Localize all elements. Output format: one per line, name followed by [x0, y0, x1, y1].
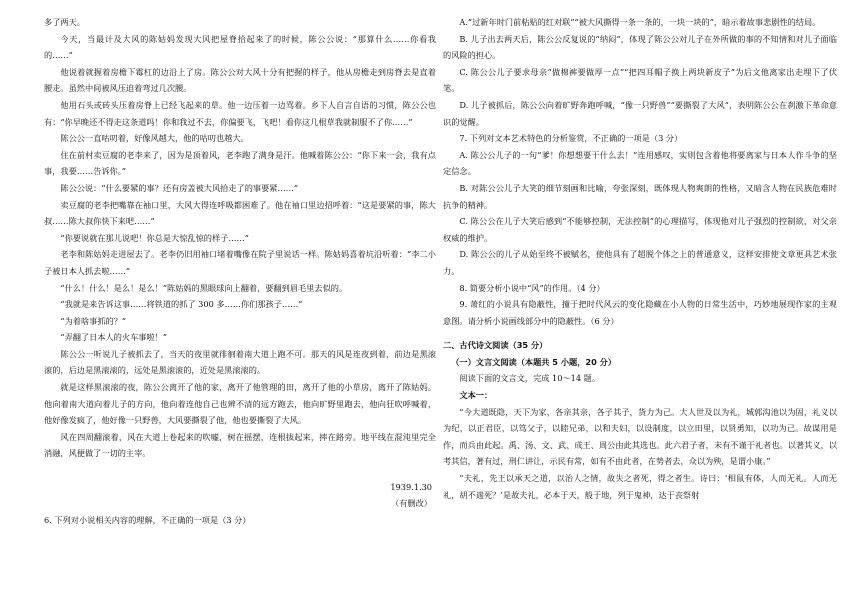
- paragraph: “我就是来告诉这事……将铁道的抓了 300 多……你们那孩子……”: [60, 299, 303, 310]
- q7-option-d: D. 陈公公的儿子从始至终不被赋名，使他具有了超脱个体之上的普通意义，这样安排使文章更具艺术张力。: [443, 249, 837, 276]
- question-7: 7. 下列对文本艺术特色的分析鉴赏，不正确的一项是（3 分）: [459, 133, 683, 144]
- text-label: 文本一：: [459, 390, 493, 401]
- classical-text-paragraph: “今大道既隐，天下为家，各亲其亲，各子其子，货力为己。大人世及以为礼，城郭沟池以为固，礼义以为纪，以正君臣，以笃父子，以睦兄弟，以和夫妇，以设制度，以立田里，以贤勇知，以功为己。故谋用是作，而兵由此起。禹、汤、文、武、成王、周公由此其选也。此六君子者，未有不谨于礼者也。以著其义，以考其信，著有过，刑仁讲让，示民有常，如有不由此者，在势者去，众以为殃，是谓小康。”: [443, 406, 837, 467]
- paragraph: 陈公公一听说儿子被抓去了，当天的夜里就徘徊着南大道上跑不可。那天的风是连夜到着，前边是黑滚滚的，后边是黑滚滚的，远处是黑滚滚的，近处是黑滚滚的。: [44, 348, 436, 376]
- paragraph: 就是这样黑滚滚的夜，陈公公离开了他的家，离开了他管理的田，离开了他的小草房，离开了陈姑妈。他向着南大道向着儿子的方向，他向着连他自己也辨不清的远方跑去，他向旷野里跑去，他向狂吹呼喊着，他好像发疯了，他好像一只野兽，大风要撕裂了他，他也要撕裂了大风。: [44, 382, 436, 426]
- q6-option-a: A.“过新年时门前粘贴的红对联”“被大风撕得一条一条的，一块一块的”，暗示着故事悲剧性的结局。: [459, 17, 821, 27]
- paragraph: 他说着就握着房檐下霉杠的边沿上了房。陈公公对大风十分有把握的样子，他从房檐走到房脊去是直着腰走。虽然中间被风压迫着弯过几次腰。: [44, 66, 436, 94]
- section-heading: 二、古代诗文阅读（35 分）: [443, 340, 548, 351]
- q7-option-c: C. 陈公公在儿子大笑后感到“不能够控制，无法控制”的心理描写，体现他对儿子强烈的控制欲，对父亲权威的维护。: [443, 216, 837, 243]
- question-8: 8. 简要分析小说中“风”的作用。（4 分）: [459, 282, 605, 293]
- paragraph: 风在四周翻滚着，风在大道上卷起来的吹嘘，树在摇摆，连根拔起来，摔在路旁。地平线在混沌里完全消融，风便做了一切的主宰。: [44, 431, 436, 459]
- right-column: [443, 14, 837, 503]
- question-9: 9. 萧红的小说具有隐蔽性，撞于把时代风云的变化隐藏在小人物的日常生活中，巧妙地展现作家的主观意图。请分析小说画线部分中的隐蔽性。（6 分）: [443, 299, 837, 326]
- q6-option-b: B. 儿子出去两天后，陈公公反复说的“纳闷”，体现了陈公公对儿子在外所做的事的不知情和对儿子面临的风险的担心。: [443, 33, 837, 61]
- paragraph: “弄翻了日本人的火车事啦！”: [60, 332, 168, 343]
- paragraph: “你要说就在那儿说吧！你总是大惊乱惊的样子……”: [60, 232, 249, 243]
- paragraph: 陈公公说：“什么要紧的事？还有房盖被大风拾走了的事要紧……”: [60, 182, 299, 193]
- subsection-heading: （一）文言文阅读（本题共 5 小题，20 分）: [451, 356, 617, 367]
- paragraph: “为着啥事抓的？”: [60, 315, 127, 326]
- paragraph: 住在前村卖豆腐的老李来了，因为是顶着风，老李跑了满身是汗。他喊着陈公公：“你下来一会，我有点事，我要……告诉你。”: [44, 149, 436, 177]
- q7-option-a: A. 陈公公儿子的一句“爹！你想想要干什么去！”连用感叹，实则包含着他将要离家与日本人作斗争的坚定信念。: [443, 149, 837, 177]
- paragraph: 今天，当最计及大风的陈姑妈发现大风把屋脊拾起来了的时候，陈公公说：“那算什么……你看我的……”: [44, 33, 436, 61]
- question-6: 6. 下列对小说相关内容的理解，不正确的一项是（3 分）: [44, 514, 251, 525]
- paragraph: 他用石头或砖头压着房脊上已经飞起来的草。他一边压着一边骂着。乡下人自言自语的习惯，陈公公也有：“你早晚还不得走这条道吗！你和我过不去，你偏要飞，飞吧！看你这几根草我就制服不了你……”: [44, 99, 436, 127]
- date-line: 1939.1.30: [390, 481, 432, 492]
- paragraph: 多了两天。: [44, 17, 85, 27]
- instruction: 阅读下面的文言文，完成 10～14 题。: [459, 373, 601, 384]
- q6-option-c: C. 陈公公儿子要求母亲“做棉裤要做厚一点”“把四耳帽子换上两块新皮子”为后文他离家出走埋下了伏笔。: [443, 66, 837, 94]
- paragraph: 卖豆腐的老李把嘴靠在袖口里，大风大得连呼吸都困难了。他在袖口里边招呼着：“这是要紧的事，陈大叔……陈大叔你快下来吧……”: [44, 199, 436, 227]
- q6-option-d: D. 儿子被抓后，陈公公向着旷野奔跑呼喊，“像一只野兽”“要撕裂了大风”，表明陈公公在刹激下革命意识的觉醒。: [443, 99, 837, 127]
- paragraph: 陈公公一直咕叨着，好像风越大，他的咕叨也越大。: [60, 133, 249, 144]
- paragraph: 老李和陈姑妈走进屋去了。老李仍旧用袖口堵着嘴像在院子里说话一样。陈姑妈喜着坑沿听着：“李二小子被日本人抓去啦……”: [44, 249, 436, 276]
- left-column: [44, 14, 436, 528]
- paragraph: “什么！什么！是么！是么！”陈姑妈的黑眼球向上翻着，要翻到眉毛里去似的。: [60, 282, 348, 293]
- note-line: （有删改）: [391, 498, 432, 509]
- classical-text-paragraph: “夫礼，先王以承天之道，以治人之情，故失之者死，得之者生。诗曰：‘相鼠有体，人而无礼。人而无礼，胡不遄死？’是故夫礼，必本于天，般于地，列于鬼神，达于丧祭射: [443, 473, 837, 500]
- q7-option-b: B. 对陈公公儿子大笑的细节刻画和比喻，夸张深刻，既体现人物爽朗的性格，又暗含人物在民族危难时抗争的精神。: [443, 182, 837, 210]
